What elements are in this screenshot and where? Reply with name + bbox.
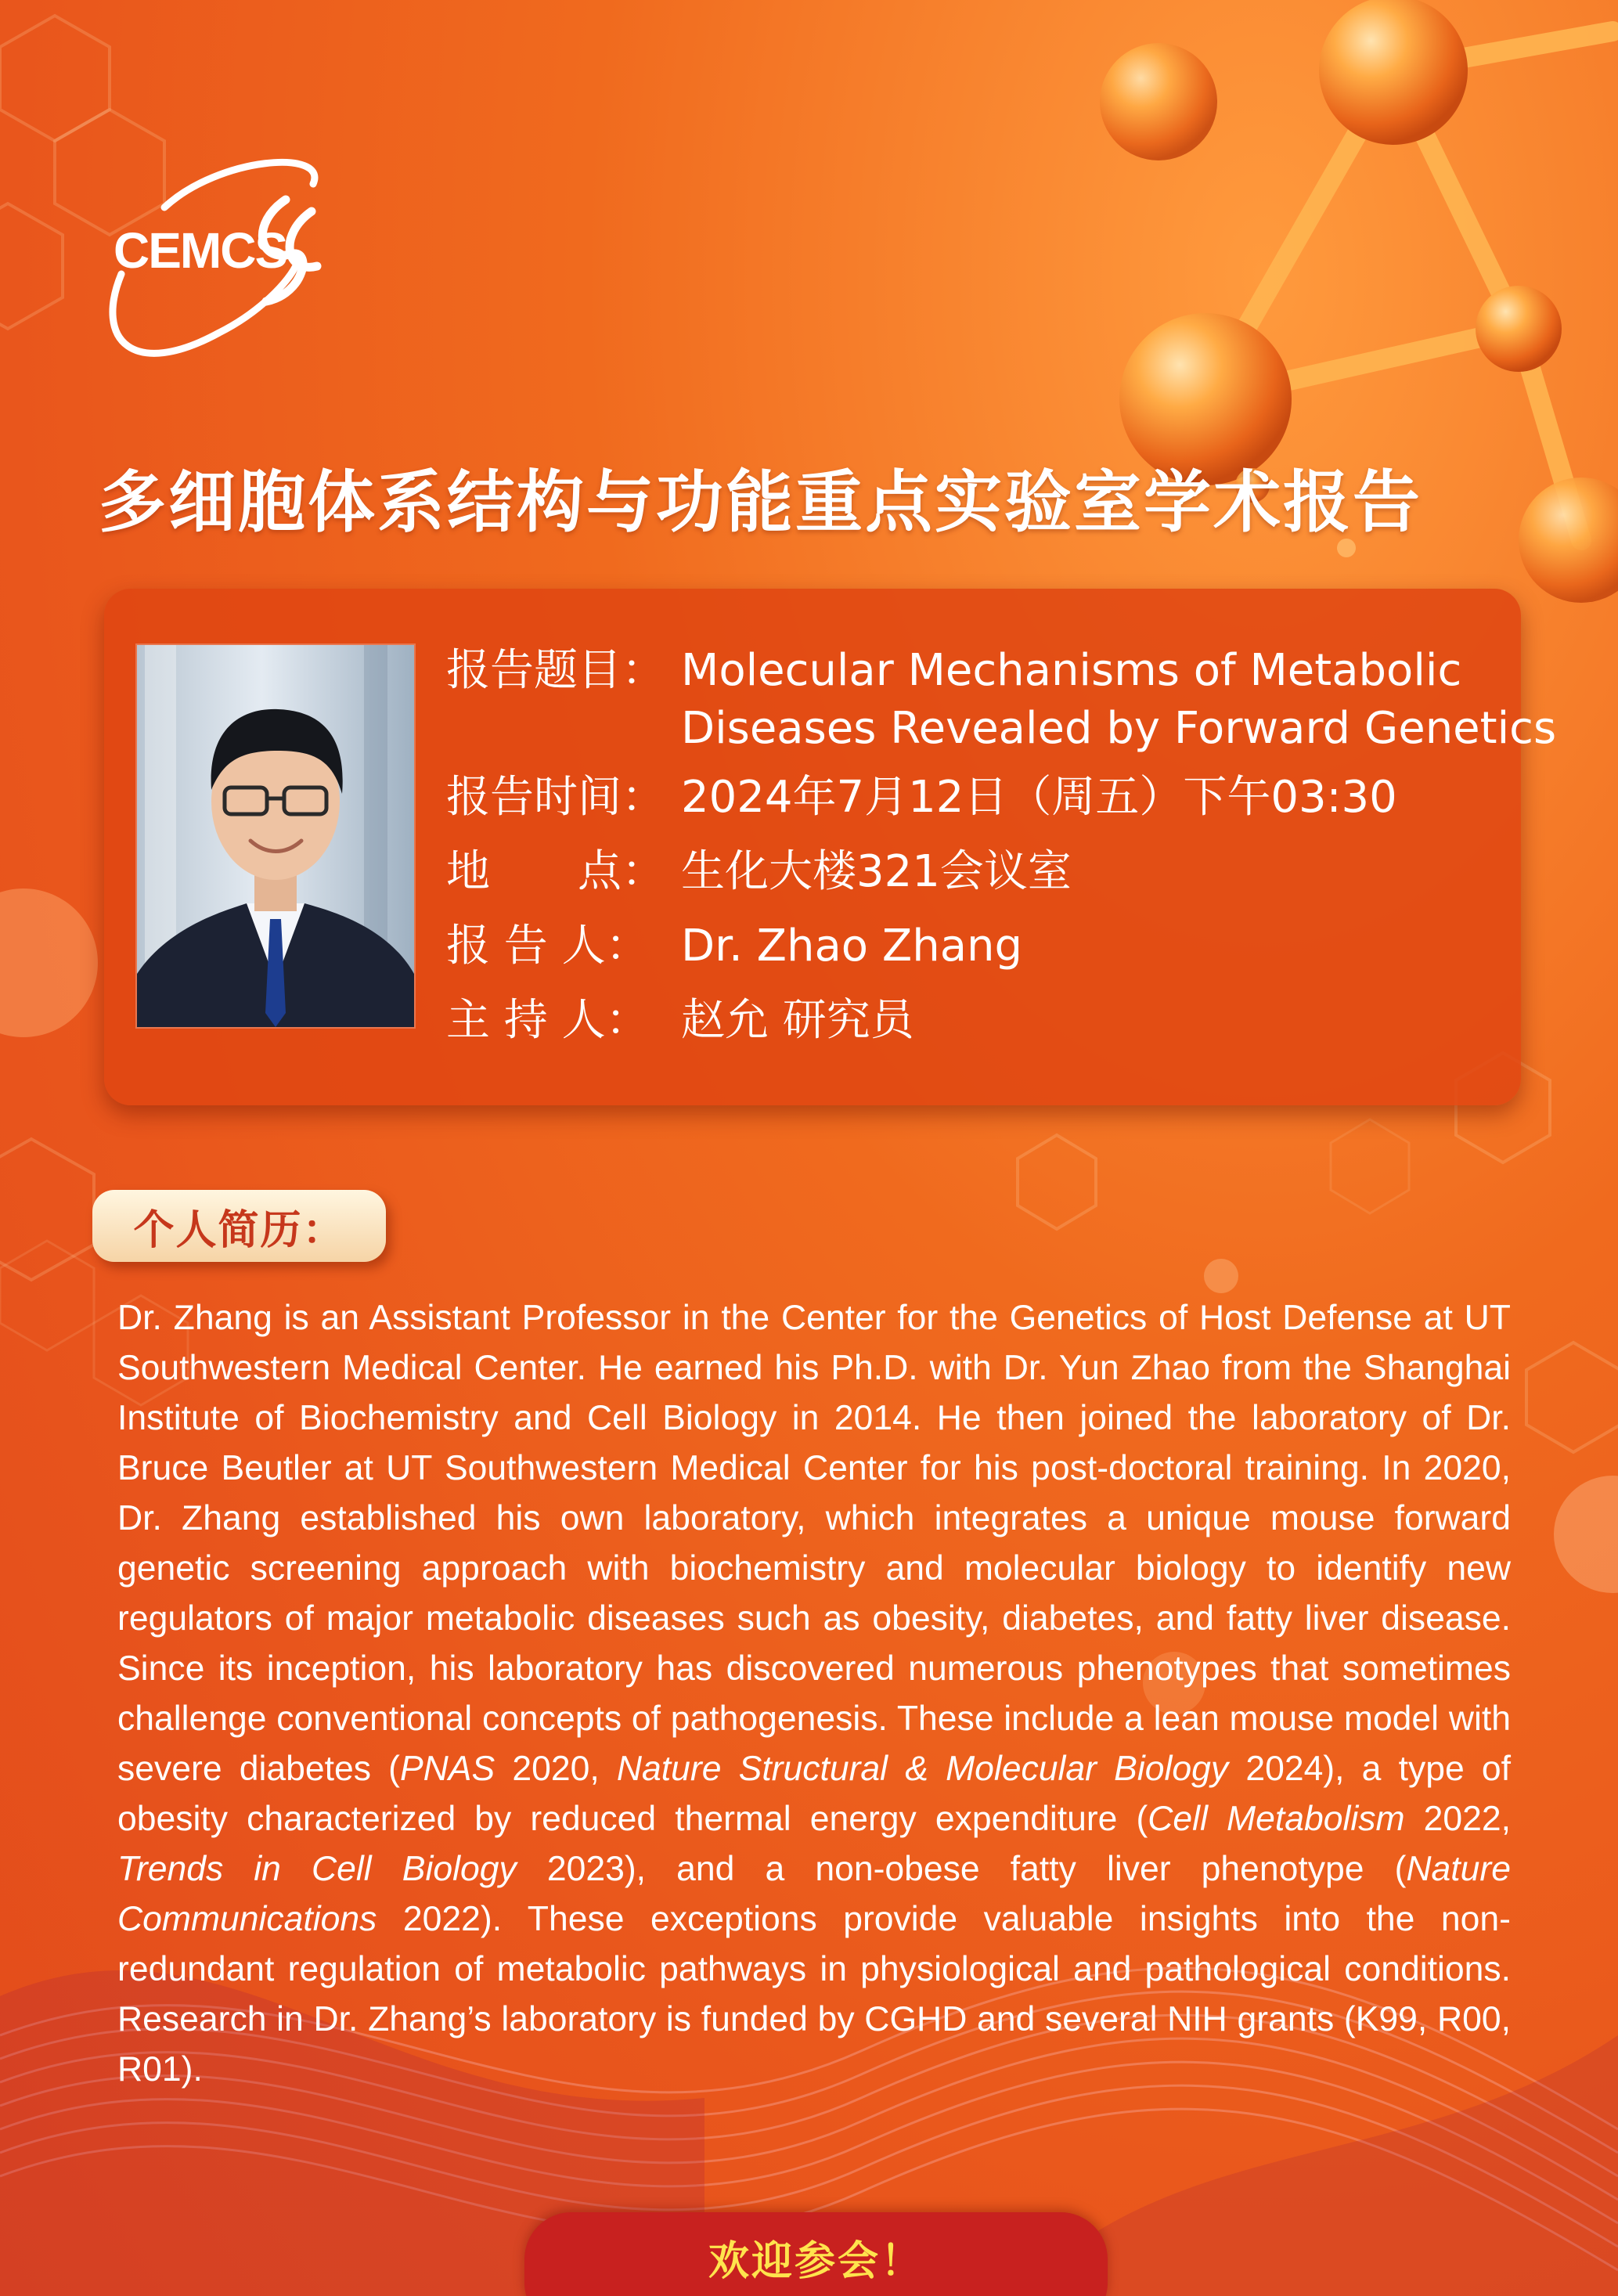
talk-info-card [104,589,1557,1105]
bio-text-run: 2024), a type of obesity characterized by reduced thermal energy expenditure ( [117,1750,1511,1838]
speaker-label: 报 告 人： [446,921,650,971]
topic-line-1: Molecular Mechanisms of Metabolic [681,645,1462,696]
topic-line-2: Diseases Revealed by Forward Genetics [681,703,1557,754]
host-row [446,992,914,1050]
topic-label: 报告题目： [446,645,665,696]
bio-heading: 个人简历： [133,1206,345,1254]
page-title: 多细胞体系结构与功能重点实验室学术报告 [99,463,1422,542]
time-label: 报告时间： [446,772,665,823]
speaker-photo [135,643,416,1029]
bio-heading-badge [92,1190,386,1262]
bio-journal-name: Nature Communications [117,1850,1511,1938]
speaker-row [446,917,1022,975]
bio-journal-name: Cell Metabolism [1148,1800,1405,1838]
welcome-banner [524,2212,1108,2296]
topic-row [446,642,1556,758]
bio-text-run: 2023), and a non-obese fatty liver phenotype ( [516,1850,1407,1888]
host-label: 主 持 人： [446,995,650,1046]
place-value: 生化大楼321会议室 [681,846,1072,897]
topic-value [681,642,1556,758]
place-row [446,843,1072,901]
bio-journal-name: PNAS [399,1750,495,1788]
bio-text-run: 2020, [495,1750,617,1788]
speaker-portrait-illustration [137,645,414,1027]
bio-paragraph [117,1293,1511,2095]
cemcs-logo [102,153,337,364]
logo-text: CEMCS [114,222,287,279]
speaker-value: Dr. Zhao Zhang [681,921,1023,971]
bio-text-run: Dr. Zhang is an Assistant Professor in the Center for the Genetics of Host Defense at UT Southwestern Medical Center. He earned his Ph.D. with Dr. Yun Zhao from the Shanghai Institute of Biochemistry and Cell Biology in 2014. He then joined the laboratory of Dr. Bruce Beutler at UT Southwestern Medical Center for his post-doctoral training. In 2020, Dr. Zhang established his own laboratory, which integrates a unique mouse forward genetic screening approach with biochemistry and molecular biology to identify new regulators of major metabolic diseases such as obesity, diabetes, and fatty liver disease. Since its inception, his laboratory has discovered numerous phenotypes that sometimes challenge conventional concepts of pathogenesis. These include a lean mouse model with severe diabetes ( [117,1299,1511,1788]
host-value: 赵允 研究员 [681,995,914,1046]
time-value: 2024年7月12日（周五）下午03:30 [681,772,1397,823]
bio-text-run: 2022, [1404,1800,1511,1838]
bio-journal-name: Nature Structural & Molecular Biology [616,1750,1229,1788]
place-label: 地 点： [446,846,665,897]
bio-text-run: 2022). These exceptions provide valuable insights into the non-redundant regulation of metabolic pathways in physiological and pathological conditions. Research in Dr. Zhang’s laboratory is funded by CGHD and several NIH grants (K99, R00, R01). [117,1900,1511,2089]
bio-journal-name: Trends in Cell Biology [117,1850,517,1888]
welcome-text: 欢迎参会！ [708,2238,924,2285]
molecule-illustration [1018,0,1618,689]
time-row [446,769,1397,827]
